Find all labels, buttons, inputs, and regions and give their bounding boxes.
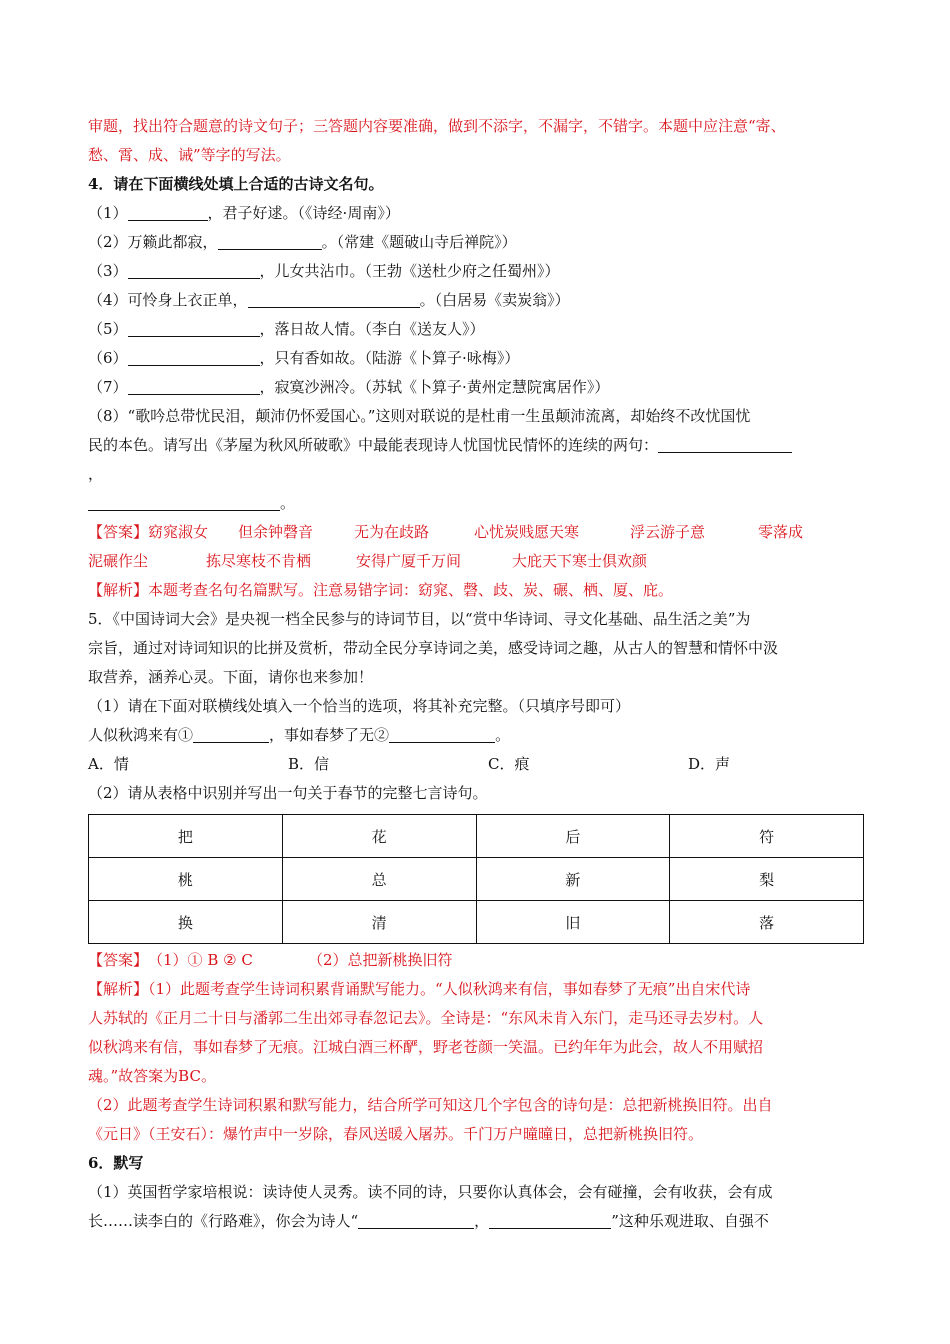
answer-blank[interactable] — [88, 493, 280, 511]
answer-blank[interactable] — [128, 377, 260, 395]
q5-couplet: 人似秋鸿来有① ，事如春梦了无② 。 — [88, 726, 511, 744]
question-5-line: 宗旨，通过对诗词知识的比拼及赏析，带动全民分享诗词之美，感受诗词之趣，从古人的智慧和情怀中汲 — [88, 639, 779, 657]
q4-item-8-line: （8）“歌吟总带忧民泪，颠沛仍怀爱国心。”这则对联说的是杜甫一生虽颠沛流离，却始终不改忧国忧 — [88, 407, 751, 425]
question-5-line: 取营养，涵养心灵。下面，请你也来参加！ — [88, 668, 374, 686]
answer-item: 零落成 — [758, 523, 804, 541]
table-cell: 桃 — [89, 858, 283, 901]
answer-item: 拣尽寒枝不肯栖 — [206, 552, 312, 570]
answer-item: 泥碾作尘 — [88, 552, 149, 570]
answer-blank[interactable] — [128, 348, 260, 366]
answer-blank[interactable] — [248, 290, 420, 308]
table-cell: 换 — [89, 901, 283, 944]
table-cell: 后 — [476, 815, 670, 858]
table-cell: 落 — [670, 901, 864, 944]
document-page — [88, 112, 864, 1236]
option-d: D．声 — [688, 755, 731, 773]
q5-analysis: 《元日》（王安石）：爆竹声中一岁除，春风送暖入屠苏。千门万户曈曈日，总把新桃换旧符。 — [88, 1125, 704, 1143]
q4-item-3: （3） ，儿女共沾巾。（王勃《送杜少府之任蜀州》） — [88, 262, 560, 280]
q6-line: 长……读李白的《行路难》，你会为诗人“ ， ”这种乐观进取、自强不 — [88, 1212, 769, 1230]
option-a: A．情 — [88, 755, 129, 773]
option-b: B．信 — [288, 755, 330, 773]
table-cell: 旧 — [476, 901, 670, 944]
answer-item: 无为在歧路 — [354, 523, 430, 541]
table-row — [89, 901, 864, 944]
answer-blank[interactable] — [128, 261, 260, 279]
answer-item: 浮云游子意 — [630, 523, 706, 541]
q4-item-2: （2）万籁此都寂， 。（常建《题破山寺后禅院》） — [88, 233, 517, 251]
q5-analysis: 似秋鸿来有信，事如春梦了无痕。江城白酒三杯酽，野老苍颜一笑温。已约年年为此会，故人不用赋招 — [88, 1038, 764, 1056]
question-6-title: 6．默写 — [88, 1154, 144, 1172]
q4-answer — [88, 518, 864, 547]
table-row — [89, 815, 864, 858]
q5-sub-2: （2）请从表格中识别并写出一句关于春节的完整七言诗句。 — [88, 784, 488, 802]
q4-item-6: （6） ，只有香如故。（陆游《卜算子·咏梅》） — [88, 349, 520, 367]
answer-item: 心忧炭贱愿天寒 — [474, 523, 580, 541]
q5-analysis: （2）此题考查学生诗词积累和默写能力，结合所学可知这几个字包含的诗句是：总把新桃换旧符。出自 — [88, 1096, 773, 1114]
answer-blank[interactable] — [658, 435, 792, 453]
q4-answer — [88, 547, 864, 576]
answer-blank[interactable] — [193, 725, 269, 743]
answer-blank[interactable] — [128, 319, 260, 337]
table-cell: 新 — [476, 858, 670, 901]
table-cell: 花 — [282, 815, 476, 858]
answer-blank[interactable] — [489, 1211, 611, 1229]
q5-analysis: 魂。”故答案为BC。 — [88, 1067, 216, 1085]
answer-blank[interactable] — [128, 203, 208, 221]
q4-item-1: （1） ，君子好逑。（《诗经·周南》） — [88, 204, 400, 222]
q4-item-5: （5） ，落日故人情。（李白《送友人》） — [88, 320, 485, 338]
table-row — [89, 858, 864, 901]
q6-line: （1）英国哲学家培根说：读诗使人灵秀。读不同的诗，只要你认真体会，会有碰撞，会有收获，会有成 — [88, 1183, 773, 1201]
q5-analysis: 【解析】（1）此题考查学生诗词积累背诵默写能力。“人似秋鸿来有信，事如春梦了无痕”出自宋代诗 — [88, 980, 751, 998]
prev-analysis-line: 审题，找出符合题意的诗文句子；三答题内容要准确，做到不添字，不漏字，不错字。本题中应注意“寄、 — [88, 117, 786, 135]
prev-analysis-line: 愁、霄、成、诫”等字的写法。 — [88, 146, 291, 164]
question-5-line: 5．《中国诗词大会》是央视一档全民参与的诗词节目，以“赏中华诗词、寻文化基础、品生活之美”为 — [88, 610, 751, 628]
character-table — [88, 814, 864, 944]
answer-blank[interactable] — [389, 725, 495, 743]
answer-item: 窈窕淑女 — [148, 523, 209, 541]
answer-blank[interactable] — [358, 1211, 474, 1229]
answer-item: 安得广厦千万间 — [356, 552, 462, 570]
answer-item: 但余钟磬音 — [238, 523, 314, 541]
table-cell: 符 — [670, 815, 864, 858]
answer-label: 【答案】 — [88, 523, 149, 541]
q4-item-7: （7） ，寂寞沙洲冷。（苏轼《卜算子·黄州定慧院寓居作》） — [88, 378, 610, 396]
q4-item-4: （4）可怜身上衣正单， 。（白居易《卖炭翁》） — [88, 291, 570, 309]
q4-item-8-line: 。 — [88, 489, 864, 518]
option-c: C．痕 — [488, 755, 530, 773]
q4-item-8-comma: ， — [88, 465, 104, 483]
table-cell: 把 — [89, 815, 283, 858]
q5-answer: 【答案】（1）① B ② C （2）总把新桃换旧符 — [88, 951, 453, 969]
q5-sub-1: （1）请在下面对联横线处填入一个恰当的选项，将其补充完整。（只填序号即可） — [88, 697, 631, 715]
question-4-title: 4．请在下面横线处填上合适的古诗文名句。 — [88, 175, 384, 193]
q5-analysis: 人苏轼的《正月二十日与潘郭二生出郊寻春忽记去》。全诗是：“东风未肯入东门，走马还寻去岁村。人 — [88, 1009, 764, 1027]
table-cell: 总 — [282, 858, 476, 901]
table-cell: 清 — [282, 901, 476, 944]
table-cell: 梨 — [670, 858, 864, 901]
q4-analysis: 【解析】本题考查名句名篇默写。注意易错字词：窈窕、磬、歧、炭、碾、栖、厦、庇。 — [88, 581, 674, 599]
answer-blank[interactable] — [218, 232, 322, 250]
q4-item-8-line: 民的本色。请写出《茅屋为秋风所破歌》中最能表现诗人忧国忧民情怀的连续的两句： — [88, 431, 864, 460]
answer-item: 大庇天下寒士俱欢颜 — [512, 552, 648, 570]
q5-options — [88, 750, 864, 779]
